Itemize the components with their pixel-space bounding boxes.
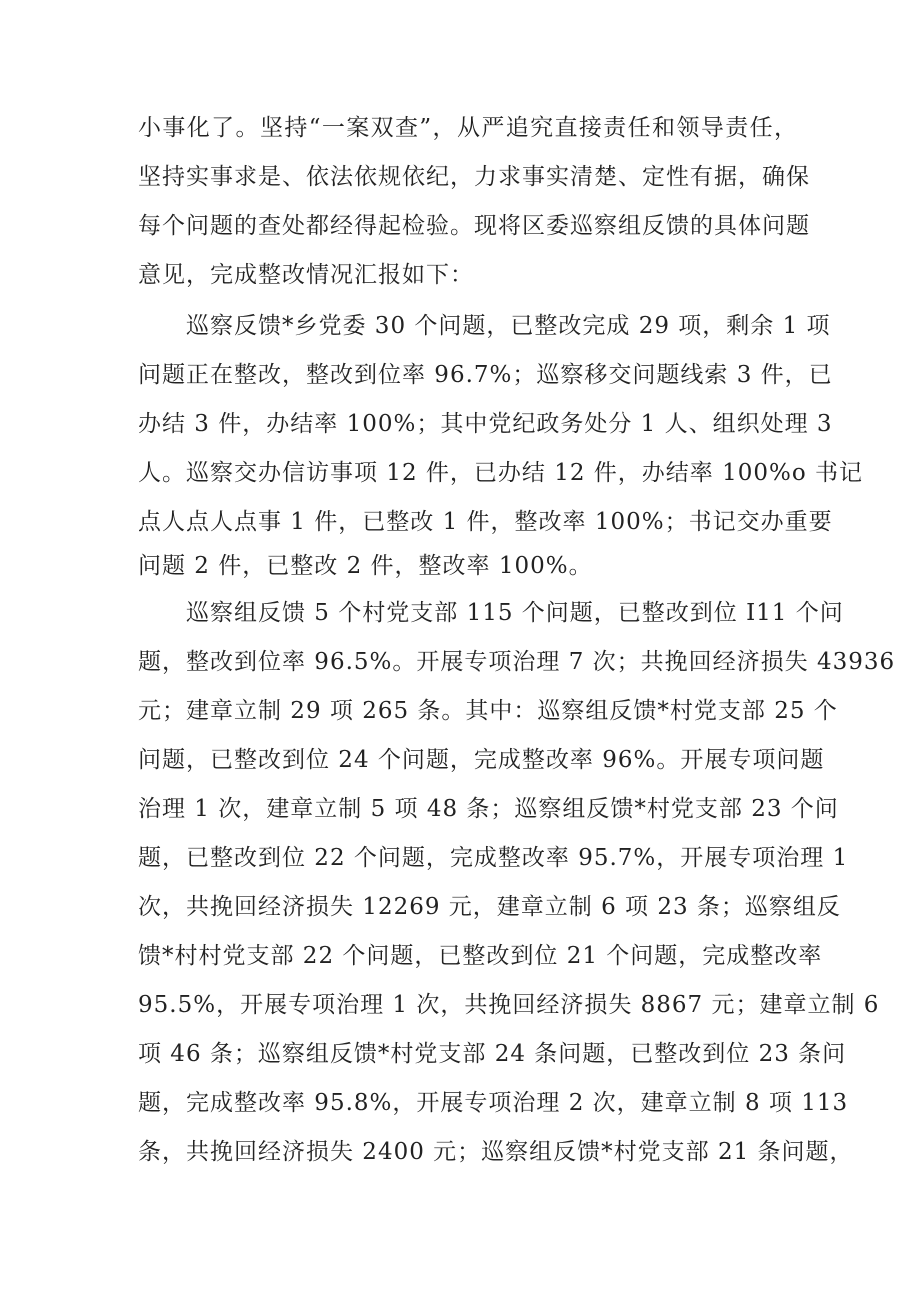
paragraph-line: 问题 2 件，已整改 2 件，整改率 100%。 xyxy=(138,553,593,579)
paragraph-line: 题，整改到位率 96.5%。开展专项治理 7 次；共挽回经济损失 43936 xyxy=(138,649,896,675)
paragraph-line: 巡察组反馈 5 个村党支部 115 个问题，已整改到位 I11 个问 xyxy=(186,600,844,626)
paragraph-line: 馈*村村党支部 22 个问题，已整改到位 21 个问题，完成整改率 xyxy=(138,943,823,969)
paragraph-line: 元；建章立制 29 项 265 条。其中：巡察组反馈*村党支部 25 个 xyxy=(138,698,838,724)
paragraph-line: 每个问题的查处都经得起检验。现将区委巡察组反馈的具体问题 xyxy=(138,213,810,239)
paragraph-line: 小事化了。坚持“一案双查”，从严追究直接责任和领导责任， xyxy=(138,115,798,141)
paragraph-line: 办结 3 件，办结率 100%；其中党纪政务处分 1 人、组织处理 3 xyxy=(138,411,833,437)
paragraph-line: 问题，已整改到位 24 个问题，完成整改率 96%。开展专项问题 xyxy=(138,747,825,773)
paragraph-line: 题，完成整改率 95.8%，开展专项治理 2 次，建章立制 8 项 113 xyxy=(138,1090,849,1116)
paragraph-line: 次，共挽回经济损失 12269 元，建章立制 6 项 23 条；巡察组反 xyxy=(138,894,841,920)
paragraph-line: 项 46 条；巡察组反馈*村党支部 24 条问题，已整改到位 23 条问 xyxy=(138,1041,847,1067)
paragraph-line: 意见，完成整改情况汇报如下： xyxy=(138,262,474,288)
paragraph-line: 治理 1 次，建章立制 5 项 48 条；巡察组反馈*村党支部 23 个问 xyxy=(138,796,839,822)
paragraph-line: 人。巡察交办信访事项 12 件，已办结 12 件，办结率 100%o 书记 xyxy=(138,460,864,486)
paragraph-line: 题，已整改到位 22 个问题，完成整改率 95.7%，开展专项治理 1 xyxy=(138,845,849,871)
paragraph-line: 95.5%，开展专项治理 1 次，共挽回经济损失 8867 元；建章立制 6 xyxy=(138,992,880,1018)
paragraph-line: 巡察反馈*乡党委 30 个问题，已整改完成 29 项，剩余 1 项 xyxy=(186,313,831,339)
paragraph-line: 问题正在整改，整改到位率 96.7%；巡察移交问题线索 3 件，已 xyxy=(138,362,833,388)
paragraph-line: 点人点人点事 1 件，已整改 1 件，整改率 100%；书记交办重要 xyxy=(138,509,833,535)
paragraph-line: 条，共挽回经济损失 2400 元；巡察组反馈*村党支部 21 条问题， xyxy=(138,1139,854,1165)
paragraph-line: 坚持实事求是、依法依规依纪，力求事实清楚、定性有据，确保 xyxy=(138,164,810,190)
